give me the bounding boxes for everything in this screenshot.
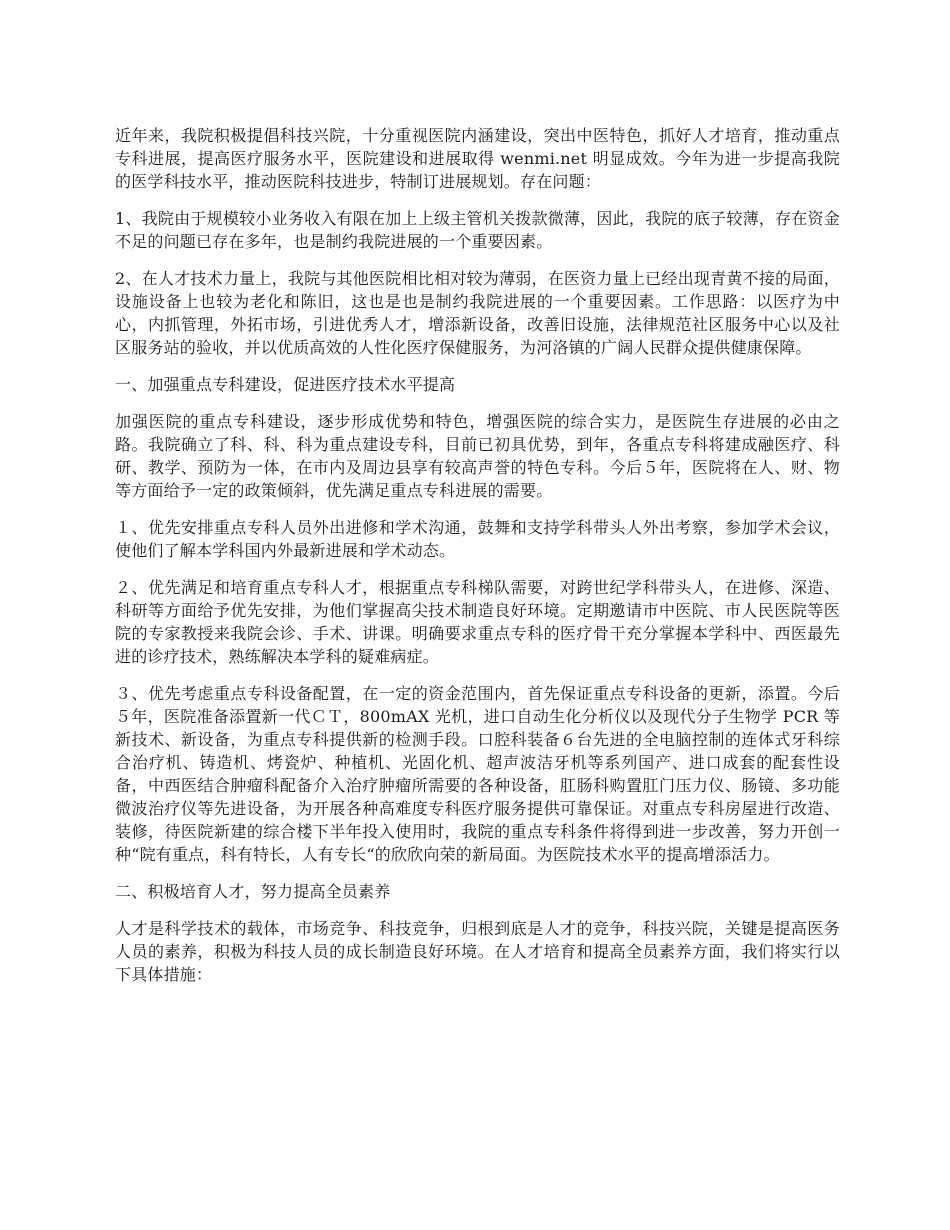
problem-1-paragraph: 1、我院由于规模较小业务收入有限在加上上级主管机关拨款微薄，因此，我院的底子较薄，存在资金不足的问题已存在多年，也是制约我院进展的一个重要因素。 [115, 209, 840, 251]
section-2-intro-paragraph: 人才是科学技术的载体，市场竞争、科技竞争，归根到底是人才的竞争，科技兴院，关键是提高医务人员的素养，积极为科技人员的成长制造良好环境。在人才培育和提高全员素养方面，我们将实行以下具体措施： [115, 919, 840, 984]
section-1-item-1: １、优先安排重点专科人员外出进修和学术沟通，鼓舞和支持学科带头人外出考察，参加学术会议，使他们了解本学科国内外最新进展和学术动态。 [115, 518, 840, 560]
section-1-heading: 一、加强重点专科建设，促进医疗技术水平提高 [115, 375, 456, 394]
document-page [115, 124, 840, 1000]
problem-2-paragraph: 2、在人才技术力量上，我院与其他医院相比相对较为薄弱，在医资力量上已经出现青黄不接的局面，设施设备上也较为老化和陈旧，这也是也是制约我院进展的一个重要因素。工作思路：以医疗为中心，内抓管理，外拓市场，引进优秀人才，增添新设备，改善旧设施，法律规范社区服务中心以及社区服务站的验收，并以优质高效的人性化医疗保健服务，为河洛镇的广阔人民群众提供健康保障。 [115, 269, 840, 357]
section-1-intro-paragraph: 加强医院的重点专科建设，逐步形成优势和特色，增强医院的综合实力，是医院生存进展的必由之路。我院确立了科、科、科为重点建设专科，目前已初具优势，到年，各重点专科将建成融医疗、科研、教学、预防为一体，在市内及周边县享有较高声誉的特色专科。今后５年，医院将在人、财、物等方面给予一定的政策倾斜，优先满足重点专科进展的需要。 [115, 412, 840, 500]
section-1-item-2: ２、优先满足和培育重点专科人才，根据重点专科梯队需要，对跨世纪学科带头人，在进修、深造、科研等方面给予优先安排，为他们掌握高尖技术制造良好环境。定期邀请市中医院、市人民医院等医院的专家教授来我院会诊、手术、讲课。明确要求重点专科的医疗骨干充分掌握本学科中、西医最先进的诊疗技术，熟练解决本学科的疑难病症。 [115, 578, 840, 666]
section-2-heading: 二、积极培育人才，努力提高全员素养 [115, 882, 391, 901]
section-1-item-3: ３、优先考虑重点专科设备配置，在一定的资金范围内，首先保证重点专科设备的更新，添置。今后５年，医院准备添置新一代ＣＴ，800mAX 光机，进口自动生化分析仪以及现代分子生物学 PCR 等新技术、新设备，为重点专科提供新的检测手段。口腔科装备６台先进的全电脑控制的连体式牙科综合治疗机、铸造机、烤瓷炉、种植机、光固化机、超声波洁牙机等系列国产、进口成套的配套性设备，中西医结合肿瘤科配备介入治疗肿瘤所需要的各种设备，肛肠科购置肛门压力仪、肠镜、多功能微波治疗仪等先进设备，为开展各种高难度专科医疗服务提供可靠保证。对重点专科房屋进行改造、装修，待医院新建的综合楼下半年投入使用时，我院的重点专科条件将得到进一步改善，努力开创一种“院有重点，科有特长，人有专长“的欣欣向荣的新局面。为医院技术水平的提高增添活力。 [115, 684, 840, 864]
intro-paragraph: 近年来，我院积极提倡科技兴院，十分重视医院内涵建设，突出中医特色，抓好人才培育，推动重点专科进展，提高医疗服务水平，医院建设和进展取得 wenmi.net 明显成效。今年为进一步提高我院的医学科技水平，推动医院科技进步，特制订进展规划。存在问题： [115, 126, 840, 191]
